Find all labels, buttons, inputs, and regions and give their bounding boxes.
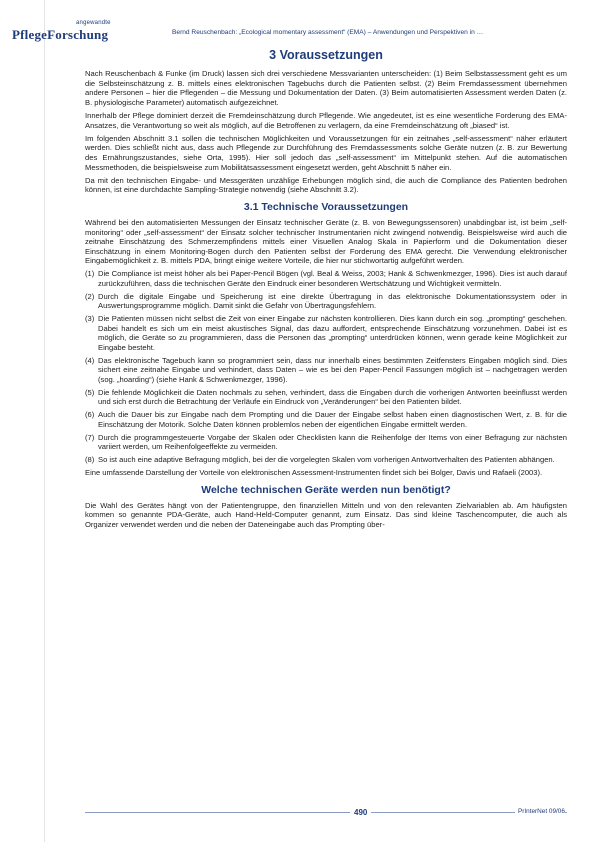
list-item <box>85 433 567 452</box>
list-item <box>85 410 567 429</box>
item-number: (7) <box>85 432 95 442</box>
chapter-heading: 3 Voraussetzungen <box>269 48 383 62</box>
logo-tagline: angewandte <box>76 20 111 26</box>
item-text: Das elektronische Tagebuch kann so programmiert sein, dass nur innerhalb eines bestimmten Zeitfensters Eingaben möglich sind. Dies sichert eine zeitnahe Eingabe und verhindert, dass Daten – wie es bei den Paper-Pencil Fassungen möglich ist – nachgetragen werden (sog. „hoarding“) (siehe Hank & Schwenkmezger, 1996). <box>98 355 567 384</box>
footer-rule <box>85 812 567 813</box>
body-paragraph: Innerhalb der Pflege dominiert derzeit die Fremdeinschätzung durch Pflegende. Wie angedeutet, ist es eine wesentliche Forderung des EMA-Ansatzes, die Verantwortung so weit als möglich, auf die Betroffenen zu verlagern, da eine Fremdeinschätzung oft „biased“ ist. <box>85 110 567 130</box>
item-number: (1) <box>85 269 95 279</box>
list-item <box>85 455 567 465</box>
body-paragraph: Im folgenden Abschnitt 3.1 sollen die technischen Möglichkeiten und Voraussetzungen für ein zeitnahes „self-assessment“ näher erläutert werden. Dies schließt nicht aus, dass auch Pflegende zur Durchführung des Fremdassessments solche Geräte nutzen (z. B. zur Bewertung des Ernährungszustandes, siehe Orta, 1995). Hier soll jedoch das „self-assessment“ im Mittelpunkt stehen. Auf die automatischen Messmethoden, die beispielsweise zum Mobilitätsassessment eingesetzt werden, geht Abschnitt 5 näher ein. <box>85 133 567 172</box>
body-paragraph: Die Wahl des Gerätes hängt von der Patientengruppe, den finanziellen Mitteln und von den relevanten Zielvariablen ab. Am häufigsten kommen so genannte PDA-Geräte, auch Hand-Held-Computer genannt, zum Einsatz. Das sind kleine Taschencomputer, die auch als Organizer verwendet werden und die neben der Dateneingabe auch das Prompting über- <box>85 500 567 529</box>
body-paragraph: Nach Reuschenbach & Funke (im Druck) lassen sich drei verschiedene Messvarianten unterscheiden: (1) Beim Selbstassessment geht es um die Selbsteinschätzung z. B. mittels eines elektronischen Tagebuchs durch die Patienten selbst. (2) Beim Fremdassessment übernehmen andere Personen – hier die Pflegenden – die Messung und Dokumentation der Daten. (3) Beim automatisierten Assessment werden Daten (z. B. physiologische Parameter) automatisch aufgezeichnet. <box>85 69 567 107</box>
item-text: So ist auch eine adaptive Befragung möglich, bei der die vorgelegten Skalen vom vorherigen Antwortverhalten des Patienten abhängen. <box>98 454 555 464</box>
journal-logo <box>12 20 111 42</box>
item-number: (5) <box>85 387 95 397</box>
list-item <box>85 269 567 288</box>
list-item <box>85 356 567 385</box>
list-item <box>85 388 567 407</box>
item-number: (6) <box>85 410 95 420</box>
item-text: Die fehlende Möglichkeit die Daten nochmals zu sehen, verhindert, dass die Eingaben durch die vorherigen Antworten beeinflusst werden und sich erst durch die Betrachtung der Verläufe ein Eindruck von „Veränderungen“ bei den Patienten bildet. <box>98 387 567 407</box>
list-item <box>85 292 567 311</box>
body-paragraph: Da mit den technischen Eingabe- und Messgeräten unzählige Erhebungen möglich sind, die auch die Compliance des Patienten bedrohen können, ist eine durchdachte Sampling-Strategie notwendig (siehe Abschnitt 3.2). <box>85 175 567 195</box>
body-paragraph: Während bei den automatisierten Messungen der Einsatz technischer Geräte (z. B. von Bewegungssensoren) unabdingbar ist, ist beim „self-monitoring“ oder „self-assessment“ der Einsatz solcher technischer Instrumentarien nicht zwingend notwendig. Beispielsweise wird auch die zeitnahe Einschätzung des Schmerzempfindens mittels einer Visuellen Analog Skala in Papierform und die Dokumentation dieser Einschätzung in einem Monitoring-Bogen durch den Patienten selbst der Forderung des EMA gerecht. Die Verwendung elektronischer Eingabemöglichkeit z. B. mittels PDA, bringt einige weitere Vorteile, die hier nur stichwortartig aufgeführt werden. <box>85 217 567 266</box>
item-number: (3) <box>85 314 95 324</box>
section-heading: 3.1 Technische Voraussetzungen <box>243 200 409 213</box>
article-body <box>85 48 567 533</box>
page-margin-strip <box>0 0 45 842</box>
item-number: (4) <box>85 355 95 365</box>
item-text: Auch die Dauer bis zur Eingabe nach dem Prompting und die Dauer der Eingabe selbst haben einen diagnostischen Wert, z. B. für die Einschätzung der Motorik. Solche Daten können problemlos neben der eigentlichen Eingabe ermittelt werden. <box>98 410 567 429</box>
running-head: Bernd Reuschenbach: „Ecological momentary assessment“ (EMA) – Anwendungen und Perspektiven in … <box>172 29 484 36</box>
item-number: (2) <box>85 291 95 301</box>
footer-journal-issue: PrInterNet 09/06 <box>515 808 565 815</box>
subsection-heading: Welche technischen Geräte werden nun benötigt? <box>201 483 451 496</box>
list-item <box>85 314 567 352</box>
item-text: Die Patienten müssen nicht selbst die Zeit von einer Eingabe zur nächsten kontrollieren. Dies kann durch ein sog. „prompting“ geschehen. Dabei handelt es sich um ein meist akustisches Signal, das dazu auffordert, entsprechende Einschätzung vorzunehmen. Dabei ist es möglich, die Geräte so zu programmieren, dass die Personen das „prompting“ unterdrücken können, wenn gerade keine Möglichkeit zur Eingabe besteht. <box>98 314 567 352</box>
page-number: 490 <box>350 808 371 817</box>
logo-text: PflegeForschung <box>12 27 109 42</box>
item-text: Durch die programmgesteuerte Vorgabe der Skalen oder Checklisten kann die Reihenfolge der Items von einer Befragung zur nächsten variiert werden, um Reihenfolgeeffekte zu vermeiden. <box>98 432 567 452</box>
advantages-list <box>85 269 567 464</box>
body-paragraph: Eine umfassende Darstellung der Vorteile von elektronischen Assessment-Instrumenten findet sich bei Bolger, Davis und Rafaeli (2003). <box>85 468 543 478</box>
item-text: Durch die digitale Eingabe und Speicherung ist eine direkte Übertragung in das elektronische Dokumentationssystem oder in Auswertungsprogramme möglich. Damit sinkt die Gefahr von Übertragungsfehlern. <box>98 291 567 311</box>
item-text: Die Compliance ist meist höher als bei Paper-Pencil Bögen (vgl. Beal & Weiss, 2003; Hank & Schwenkmezger, 1996). Dies ist auch darauf zurückzuführen, dass die technischen Geräte den Eindruck einer besonderen Wertschätzung und Wichtigkeit vermitteln. <box>98 269 567 289</box>
item-number: (8) <box>85 454 95 464</box>
